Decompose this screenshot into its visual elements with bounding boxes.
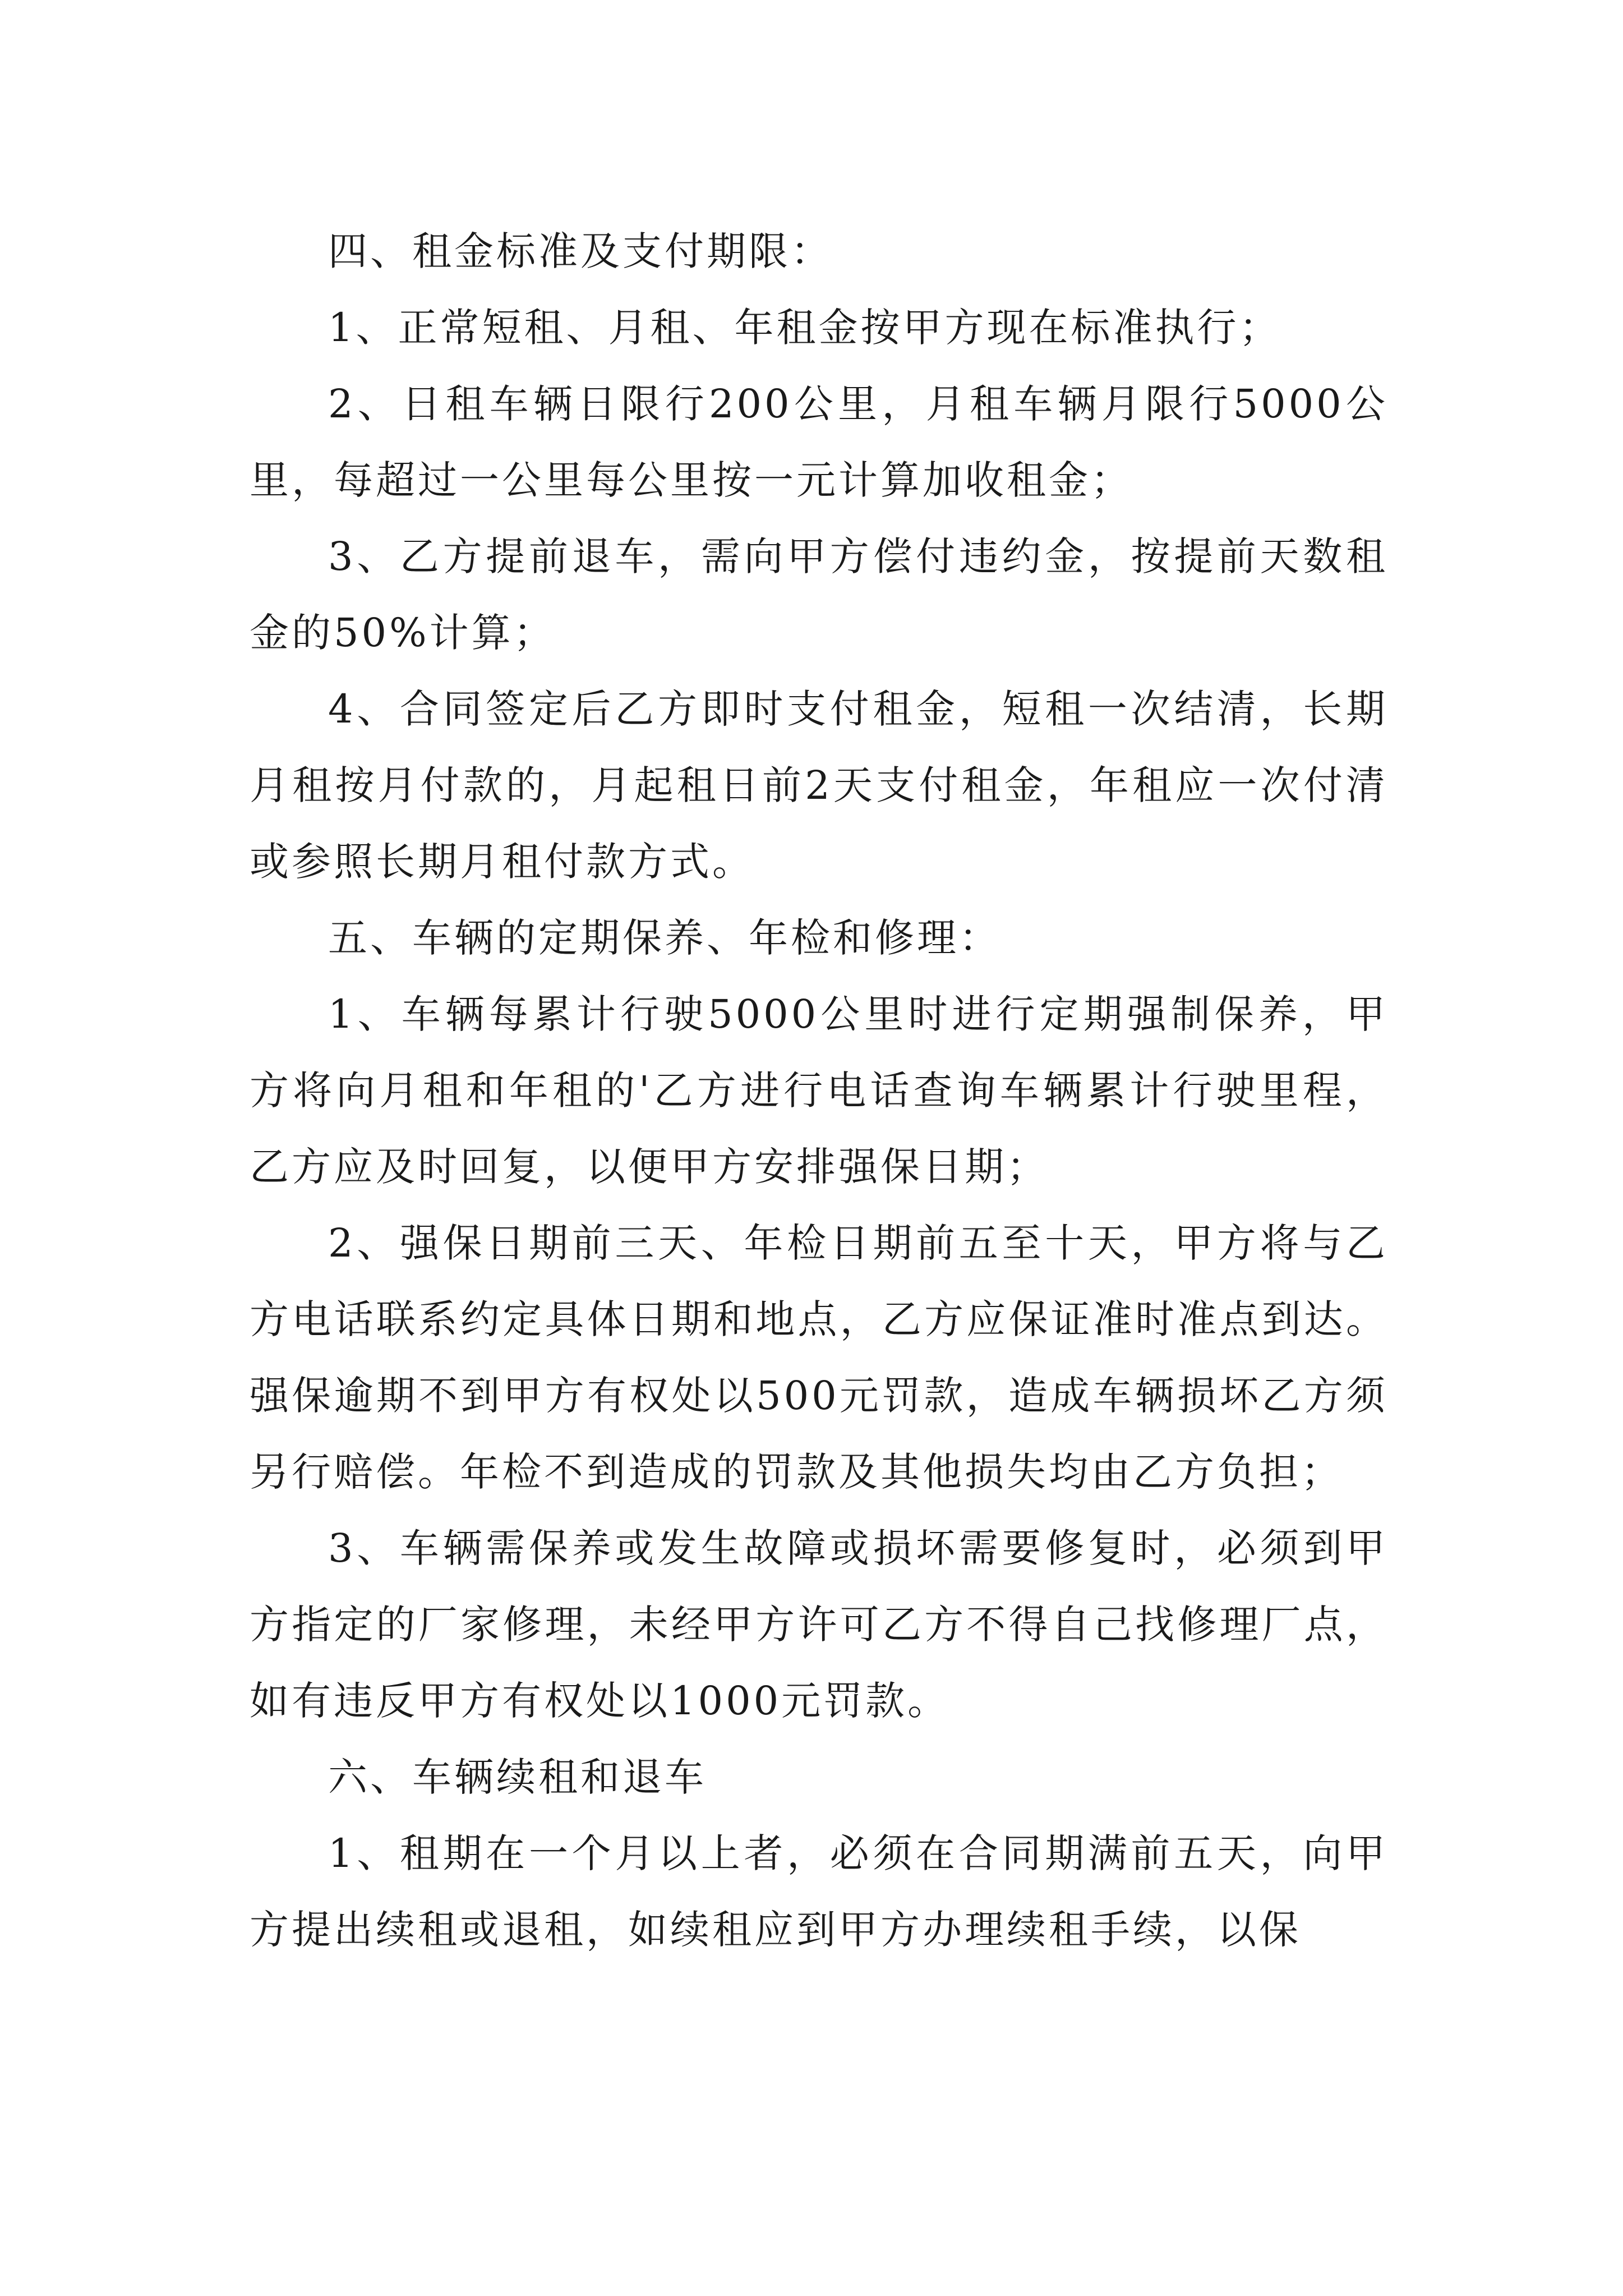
paragraph: 3、车辆需保养或发生故障或损坏需要修复时，必须到甲方指定的厂家修理，未经甲方许可乙方不得自己找修理厂点，如有违反甲方有权处以1000元罚款。 <box>250 1525 1388 1724</box>
paragraph: 1、租期在一个月以上者，必须在合同期满前五天，向甲方提出续租或退租，如续租应到甲方办理续租手续，以保 <box>250 1830 1388 1953</box>
paragraph: 4、合同签定后乙方即时支付租金，短租一次结清，长期月租按月付款的，月起租日前2天支付租金，年租应一次付清或参照长期月租付款方式。 <box>250 686 1388 885</box>
section-heading-renewal: 六、车辆续租和退车 <box>328 1754 707 1800</box>
contract-body <box>250 213 1388 1968</box>
section-heading-maintenance: 五、车辆的定期保养、年检和修理： <box>328 915 1001 961</box>
paragraph: 1、车辆每累计行驶5000公里时进行定期强制保养，甲方将向月租和年租的'乙方进行电话查询车辆累计行驶里程，乙方应及时回复，以便甲方安排强保日期； <box>250 991 1388 1190</box>
paragraph: 2、日租车辆日限行200公里，月租车辆月限行5000公里，每超过一公里每公里按一元计算加收租金； <box>250 381 1388 503</box>
section-heading-rent: 四、租金标准及支付期限： <box>328 228 833 274</box>
paragraph: 2、强保日期前三天、年检日期前五至十天，甲方将与乙方电话联系约定具体日期和地点，乙方应保证准时准点到达。强保逾期不到甲方有权处以500元罚款，造成车辆损坏乙方须另行赔偿。年检不到造成的罚款及其他损失均由乙方负担； <box>250 1220 1388 1495</box>
paragraph: 1、正常短租、月租、年租金按甲方现在标准执行； <box>328 305 1281 351</box>
paragraph: 3、乙方提前退车，需向甲方偿付违约金，按提前天数租金的50%计算； <box>250 533 1388 656</box>
